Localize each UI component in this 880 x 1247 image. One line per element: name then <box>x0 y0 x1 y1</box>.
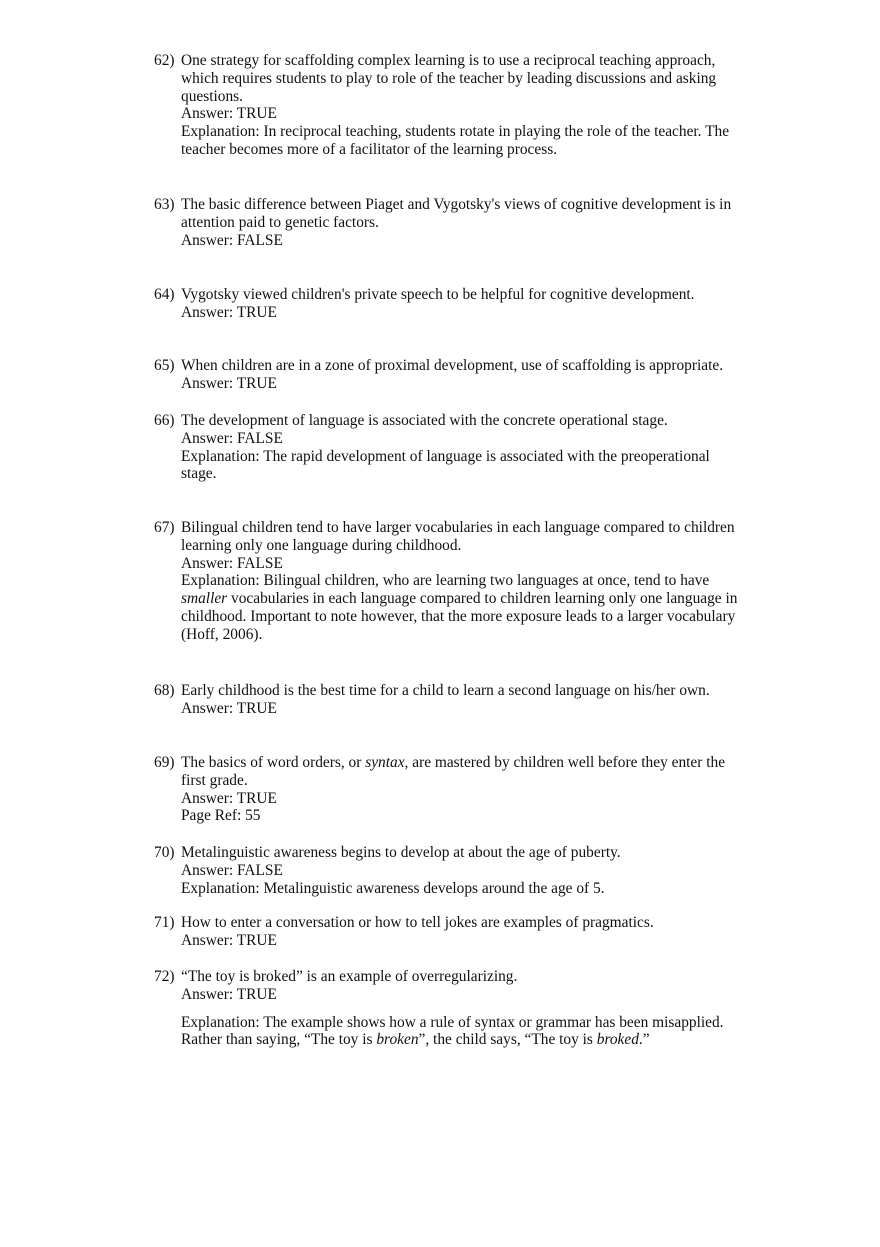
question-stem <box>181 754 751 790</box>
question-number: 67) <box>154 519 175 536</box>
explanation-text <box>181 1014 747 1050</box>
question-67 <box>154 519 774 644</box>
question-64 <box>154 286 774 322</box>
question-71 <box>154 914 774 950</box>
question-63 <box>154 196 774 249</box>
question-stem: When children are in a zone of proximal development, use of scaffolding is appropriate. <box>181 357 724 374</box>
emphasis-text: smaller <box>181 590 228 608</box>
question-stem: The basic difference between Piaget and Vygotsky's views of cognitive development is in attention paid to genetic factors. <box>181 196 732 231</box>
question-number: 62) <box>154 52 175 69</box>
explanation-part: .” <box>638 1031 650 1049</box>
answer-text: Answer: TRUE <box>181 931 277 949</box>
explanation-text: Explanation: In reciprocal teaching, students rotate in playing the role of the teacher. The teacher becomes more of a facilitator of the learning process. <box>181 123 730 158</box>
question-69 <box>154 754 774 825</box>
explanation-part: vocabularies in each language compared to children learning only one language in childhood. Important to note however, that the more exposure leads to a larger vocabulary (Hoff, 2006). <box>181 590 738 643</box>
question-number: 63) <box>154 196 175 213</box>
answer-text: Answer: TRUE <box>181 105 277 123</box>
answer-text: Answer: TRUE <box>181 789 277 807</box>
answer-text: Answer: FALSE <box>181 554 283 572</box>
spacer <box>181 1004 774 1014</box>
explanation-part: Explanation: The example shows how a rule of syntax or grammar has been misapplied. Rather than saying, “The toy is <box>181 1013 724 1049</box>
question-stem: Early childhood is the best time for a child to learn a second language on his/her own. <box>181 682 710 699</box>
question-number: 68) <box>154 682 175 699</box>
answer-text: Answer: TRUE <box>181 374 277 392</box>
answer-text: Answer: FALSE <box>181 861 283 879</box>
stem-part: are mastered by children well before they enter the first grade. <box>181 754 726 789</box>
emphasis-text: syntax, <box>365 754 409 771</box>
emphasis-text: broken <box>376 1031 419 1049</box>
answer-text: Answer: TRUE <box>181 985 277 1003</box>
question-stem: Metalinguistic awareness begins to develop at about the age of puberty. <box>181 844 621 861</box>
explanation-text: Explanation: Metalinguistic awareness develops around the age of 5. <box>181 879 605 897</box>
question-66 <box>154 412 774 483</box>
question-number: 66) <box>154 412 175 429</box>
question-number: 70) <box>154 844 175 861</box>
answer-text: Answer: TRUE <box>181 699 277 717</box>
answer-text: Answer: FALSE <box>181 429 283 447</box>
question-number: 72) <box>154 968 175 985</box>
question-stem: One strategy for scaffolding complex learning is to use a reciprocal teaching approach, which requires students to play to role of the teacher by leading discussions and asking questions. <box>181 52 717 105</box>
explanation-text <box>181 572 749 643</box>
question-stem: The development of language is associated with the concrete operational stage. <box>181 412 668 429</box>
explanation-text: Explanation: The rapid development of language is associated with the preoperational stage. <box>181 447 710 483</box>
question-65 <box>154 357 774 393</box>
question-stem: Vygotsky viewed children's private speech to be helpful for cognitive development. <box>181 286 695 303</box>
answer-text: Answer: FALSE <box>181 231 283 249</box>
emphasis-text: broked <box>596 1031 639 1049</box>
stem-part: The basics of word orders, or <box>181 754 366 771</box>
question-68 <box>154 682 774 718</box>
question-stem: How to enter a conversation or how to tell jokes are examples of pragmatics. <box>181 914 654 931</box>
question-number: 69) <box>154 754 175 771</box>
page-ref-text: Page Ref: 55 <box>181 807 261 825</box>
question-number: 64) <box>154 286 175 303</box>
explanation-part: ”, the child says, “The toy is <box>418 1031 597 1049</box>
question-stem: “The toy is broked” is an example of overregularizing. <box>181 968 518 985</box>
answer-text: Answer: TRUE <box>181 303 277 321</box>
question-stem: Bilingual children tend to have larger vocabularies in each language compared to children learning only one language during childhood. <box>181 519 735 554</box>
question-62 <box>154 52 774 159</box>
explanation-part: Explanation: Bilingual children, who are learning two languages at once, tend to have <box>181 572 710 590</box>
question-72 <box>154 968 774 1049</box>
question-number: 65) <box>154 357 175 374</box>
question-70 <box>154 844 774 897</box>
question-number: 71) <box>154 914 175 931</box>
